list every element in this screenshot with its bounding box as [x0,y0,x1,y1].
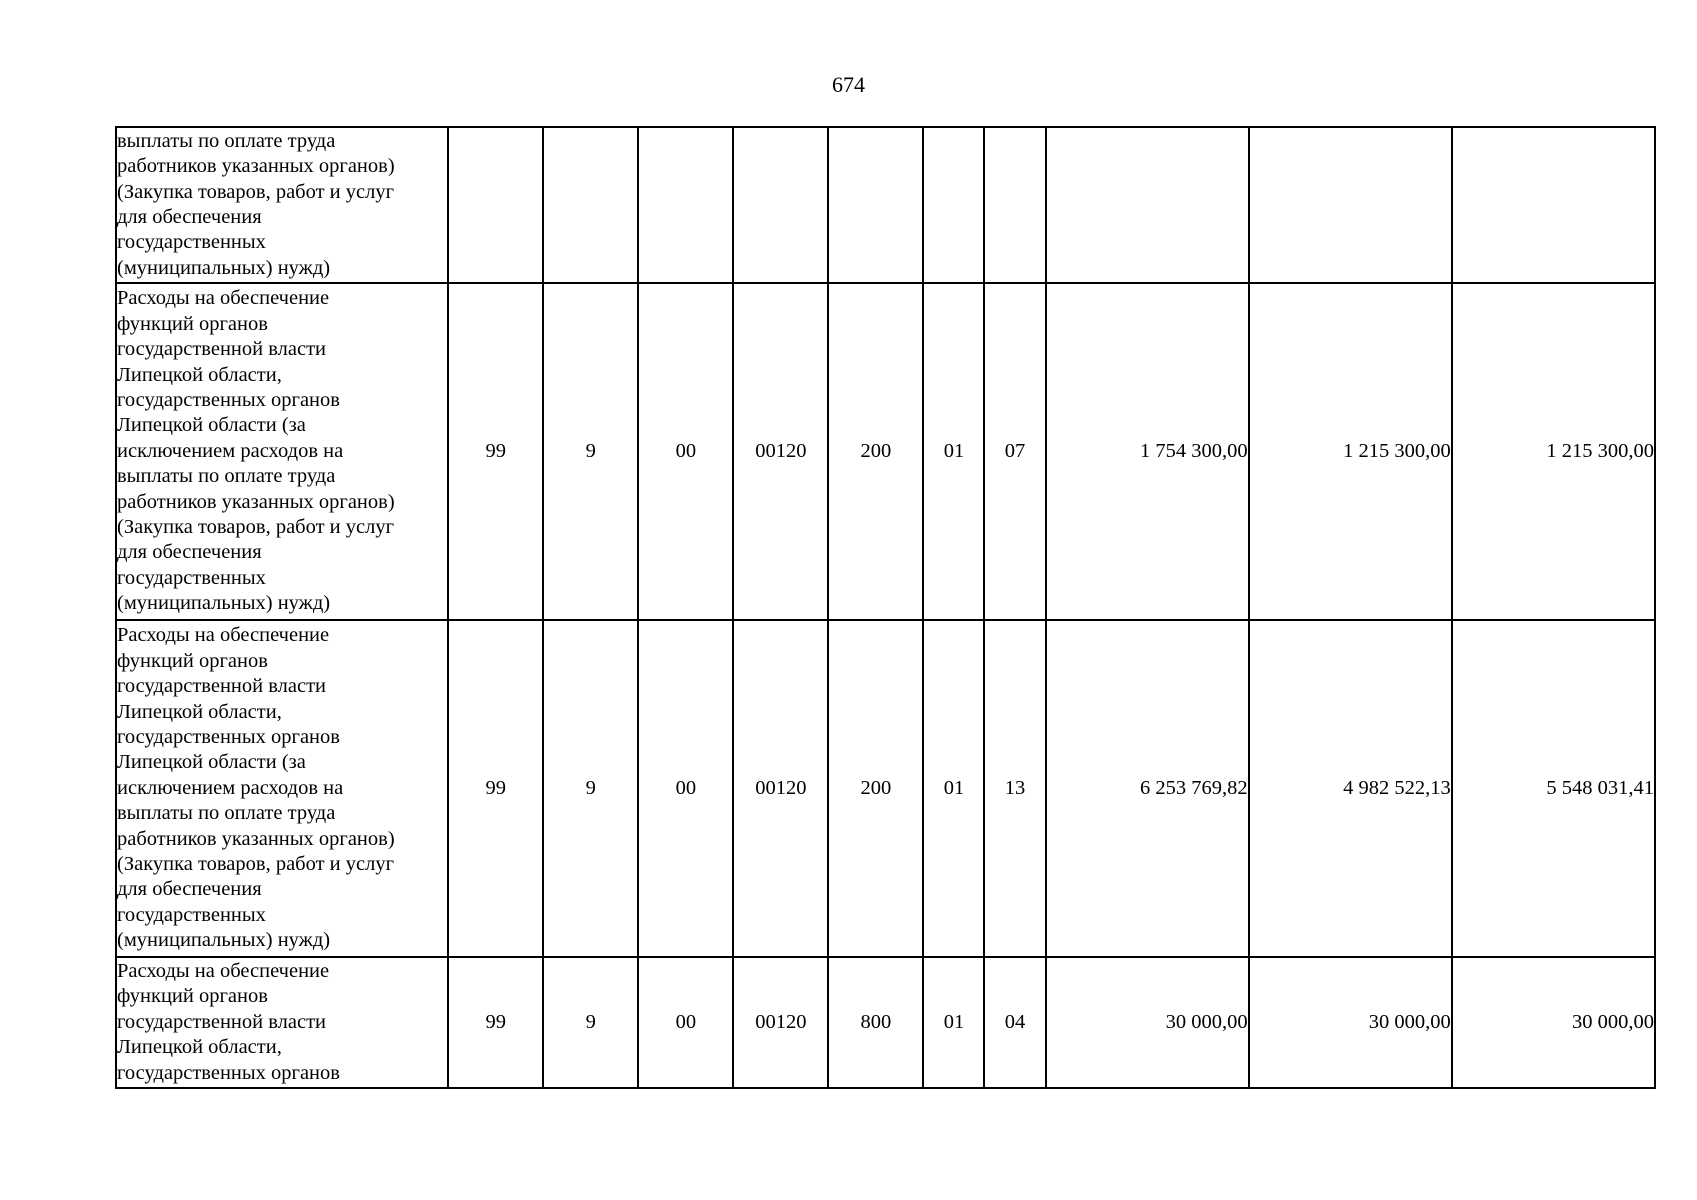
table-row [116,620,1655,957]
amount-year-2-cell: 30 000,00 [1249,957,1452,1088]
subsection-code-cell [984,127,1045,283]
main-event-code-cell: 00 [638,957,733,1088]
direction-code-cell: 00120 [733,620,828,957]
subprogram-code-cell: 9 [543,620,638,957]
program-code-cell: 99 [448,620,543,957]
direction-code-cell: 00120 [733,957,828,1088]
subsection-code-cell: 07 [984,283,1045,620]
expense-type-cell: 200 [828,620,923,957]
table-row [116,283,1655,620]
expense-type-cell: 800 [828,957,923,1088]
program-code-cell: 99 [448,283,543,620]
table-row [116,957,1655,1088]
main-event-code-cell: 00 [638,283,733,620]
subprogram-code-cell: 9 [543,957,638,1088]
amount-year-1-cell: 6 253 769,82 [1046,620,1249,957]
section-code-cell: 01 [923,283,984,620]
row-description: выплаты по оплате труда работников указанных органов) (Закупка товаров, работ и услуг для обеспечения государственных (муниципальных) нужд) [116,127,448,283]
direction-code-cell [733,127,828,283]
amount-year-1-cell: 30 000,00 [1046,957,1249,1088]
main-event-code-cell [638,127,733,283]
direction-code-cell: 00120 [733,283,828,620]
expense-type-cell: 200 [828,283,923,620]
program-code-cell: 99 [448,957,543,1088]
amount-year-3-cell: 5 548 031,41 [1452,620,1655,957]
subprogram-code-cell [543,127,638,283]
amount-year-2-cell [1249,127,1452,283]
amount-year-3-cell [1452,127,1655,283]
row-description: Расходы на обеспечение функций органов государственной власти Липецкой области, государственных органов Липецкой области (за исключением расходов на выплаты по оплате труда работников указанных органов) (Закупка товаров, работ и услуг для обеспечения государственных (муниципальных) нужд) [116,283,448,620]
program-code-cell [448,127,543,283]
table-row [116,127,1655,283]
row-description: Расходы на обеспечение функций органов государственной власти Липецкой области, государственных органов Липецкой области (за исключением расходов на выплаты по оплате труда работников указанных органов) (Закупка товаров, работ и услуг для обеспечения государственных (муниципальных) нужд) [116,620,448,957]
section-code-cell: 01 [923,957,984,1088]
amount-year-1-cell [1046,127,1249,283]
section-code-cell [923,127,984,283]
expense-type-cell [828,127,923,283]
row-description: Расходы на обеспечение функций органов государственной власти Липецкой области, государственных органов [116,957,448,1088]
subsection-code-cell: 04 [984,957,1045,1088]
amount-year-3-cell: 1 215 300,00 [1452,283,1655,620]
amount-year-2-cell: 1 215 300,00 [1249,283,1452,620]
section-code-cell: 01 [923,620,984,957]
main-event-code-cell: 00 [638,620,733,957]
page-number: 674 [832,72,865,97]
budget-table [115,126,1656,1089]
amount-year-2-cell: 4 982 522,13 [1249,620,1452,957]
amount-year-1-cell: 1 754 300,00 [1046,283,1249,620]
amount-year-3-cell: 30 000,00 [1452,957,1655,1088]
subprogram-code-cell: 9 [543,283,638,620]
subsection-code-cell: 13 [984,620,1045,957]
